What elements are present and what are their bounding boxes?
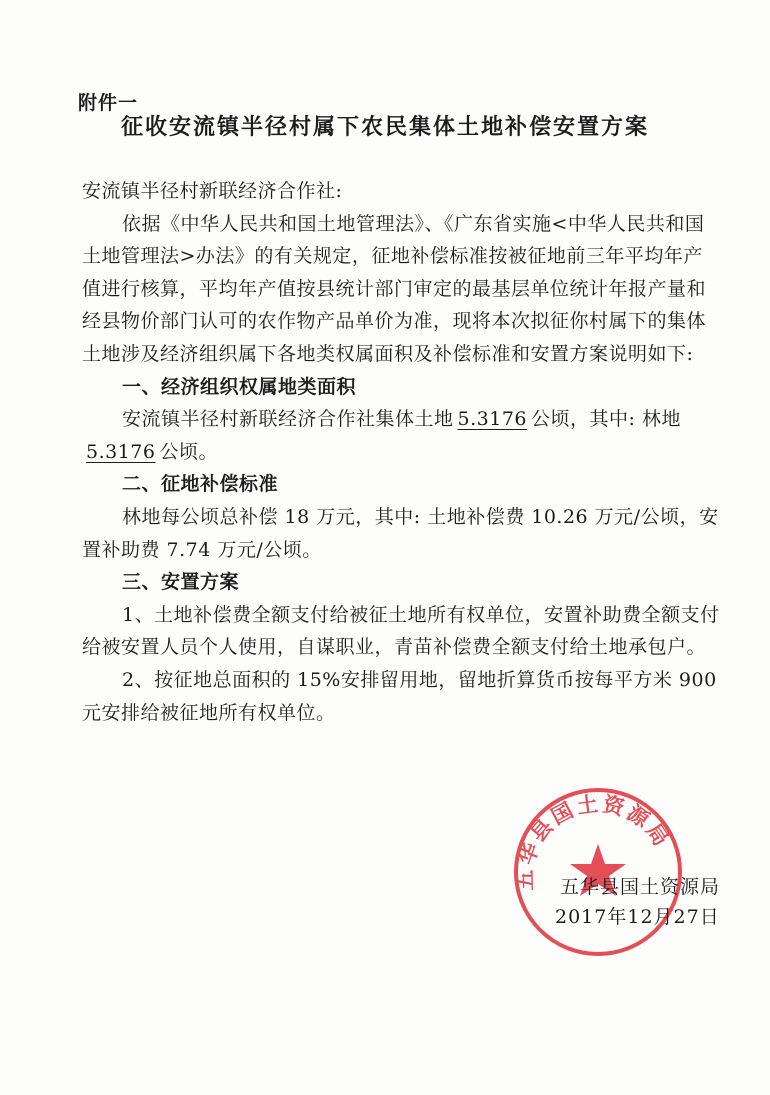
annex-label: 附件一 — [78, 92, 139, 114]
seal-text: 五华县国土资源局 — [511, 790, 676, 891]
section-1-text-b: 公顷，其中: 林地 — [531, 408, 681, 431]
section-1-text — [82, 403, 722, 468]
section-3-heading: 三、安置方案 — [122, 571, 240, 594]
section-3-item-1: 1、土地补偿费全额支付给被征土地所有权单位，安置补助费全额支付给被安置人员个人使用，自谋职业，青苗补偿费全额支付给土地承包户。 — [82, 603, 720, 659]
area-forest-value: 5.3176 — [86, 440, 156, 463]
section-1-text-a: 安流镇半径村新联经济合作社集体土地 — [122, 408, 454, 431]
addressee: 安流镇半径村新联经济合作社: — [82, 180, 343, 202]
section-1-text-c: 公顷。 — [159, 440, 218, 463]
section-1-heading: 一、经济组织权属地类面积 — [122, 375, 357, 398]
signature-org: 五华县国土资源局 — [560, 876, 721, 898]
section-3-item-2: 2、按征地总面积的 15%安排留用地，留地折算货币按每平方米 900 元安排给被征地所有权单位。 — [82, 668, 717, 724]
document-body — [82, 175, 722, 729]
area-total-value: 5.3176 — [457, 408, 527, 431]
document-title: 征收安流镇半径村属下农民集体土地补偿安置方案 — [120, 114, 649, 140]
signature-date: 2017年12月27日 — [555, 906, 720, 928]
section-2-heading: 二、征地补偿标准 — [122, 473, 279, 496]
section-2-text: 林地每公顷总补偿 18 万元，其中: 土地补偿费 10.26 万元/公顷，安置补助费 7.74 万元/公顷。 — [82, 505, 719, 561]
intro-paragraph: 依据《中华人民共和国土地管理法》、《广东省实施<中华人民共和国土地管理法>办法》的有关规定，征地补偿标准按被征地前三年平均年产值进行核算，平均年产值按县统计部门审定的最基层单位统计年报产量和经县物价部门认可的农作物产品单价为准，现将本次拟征你村属下的集体土地涉及经济组织属下各地类权属面积及补偿标准和安置方案说明如下: — [82, 212, 707, 365]
